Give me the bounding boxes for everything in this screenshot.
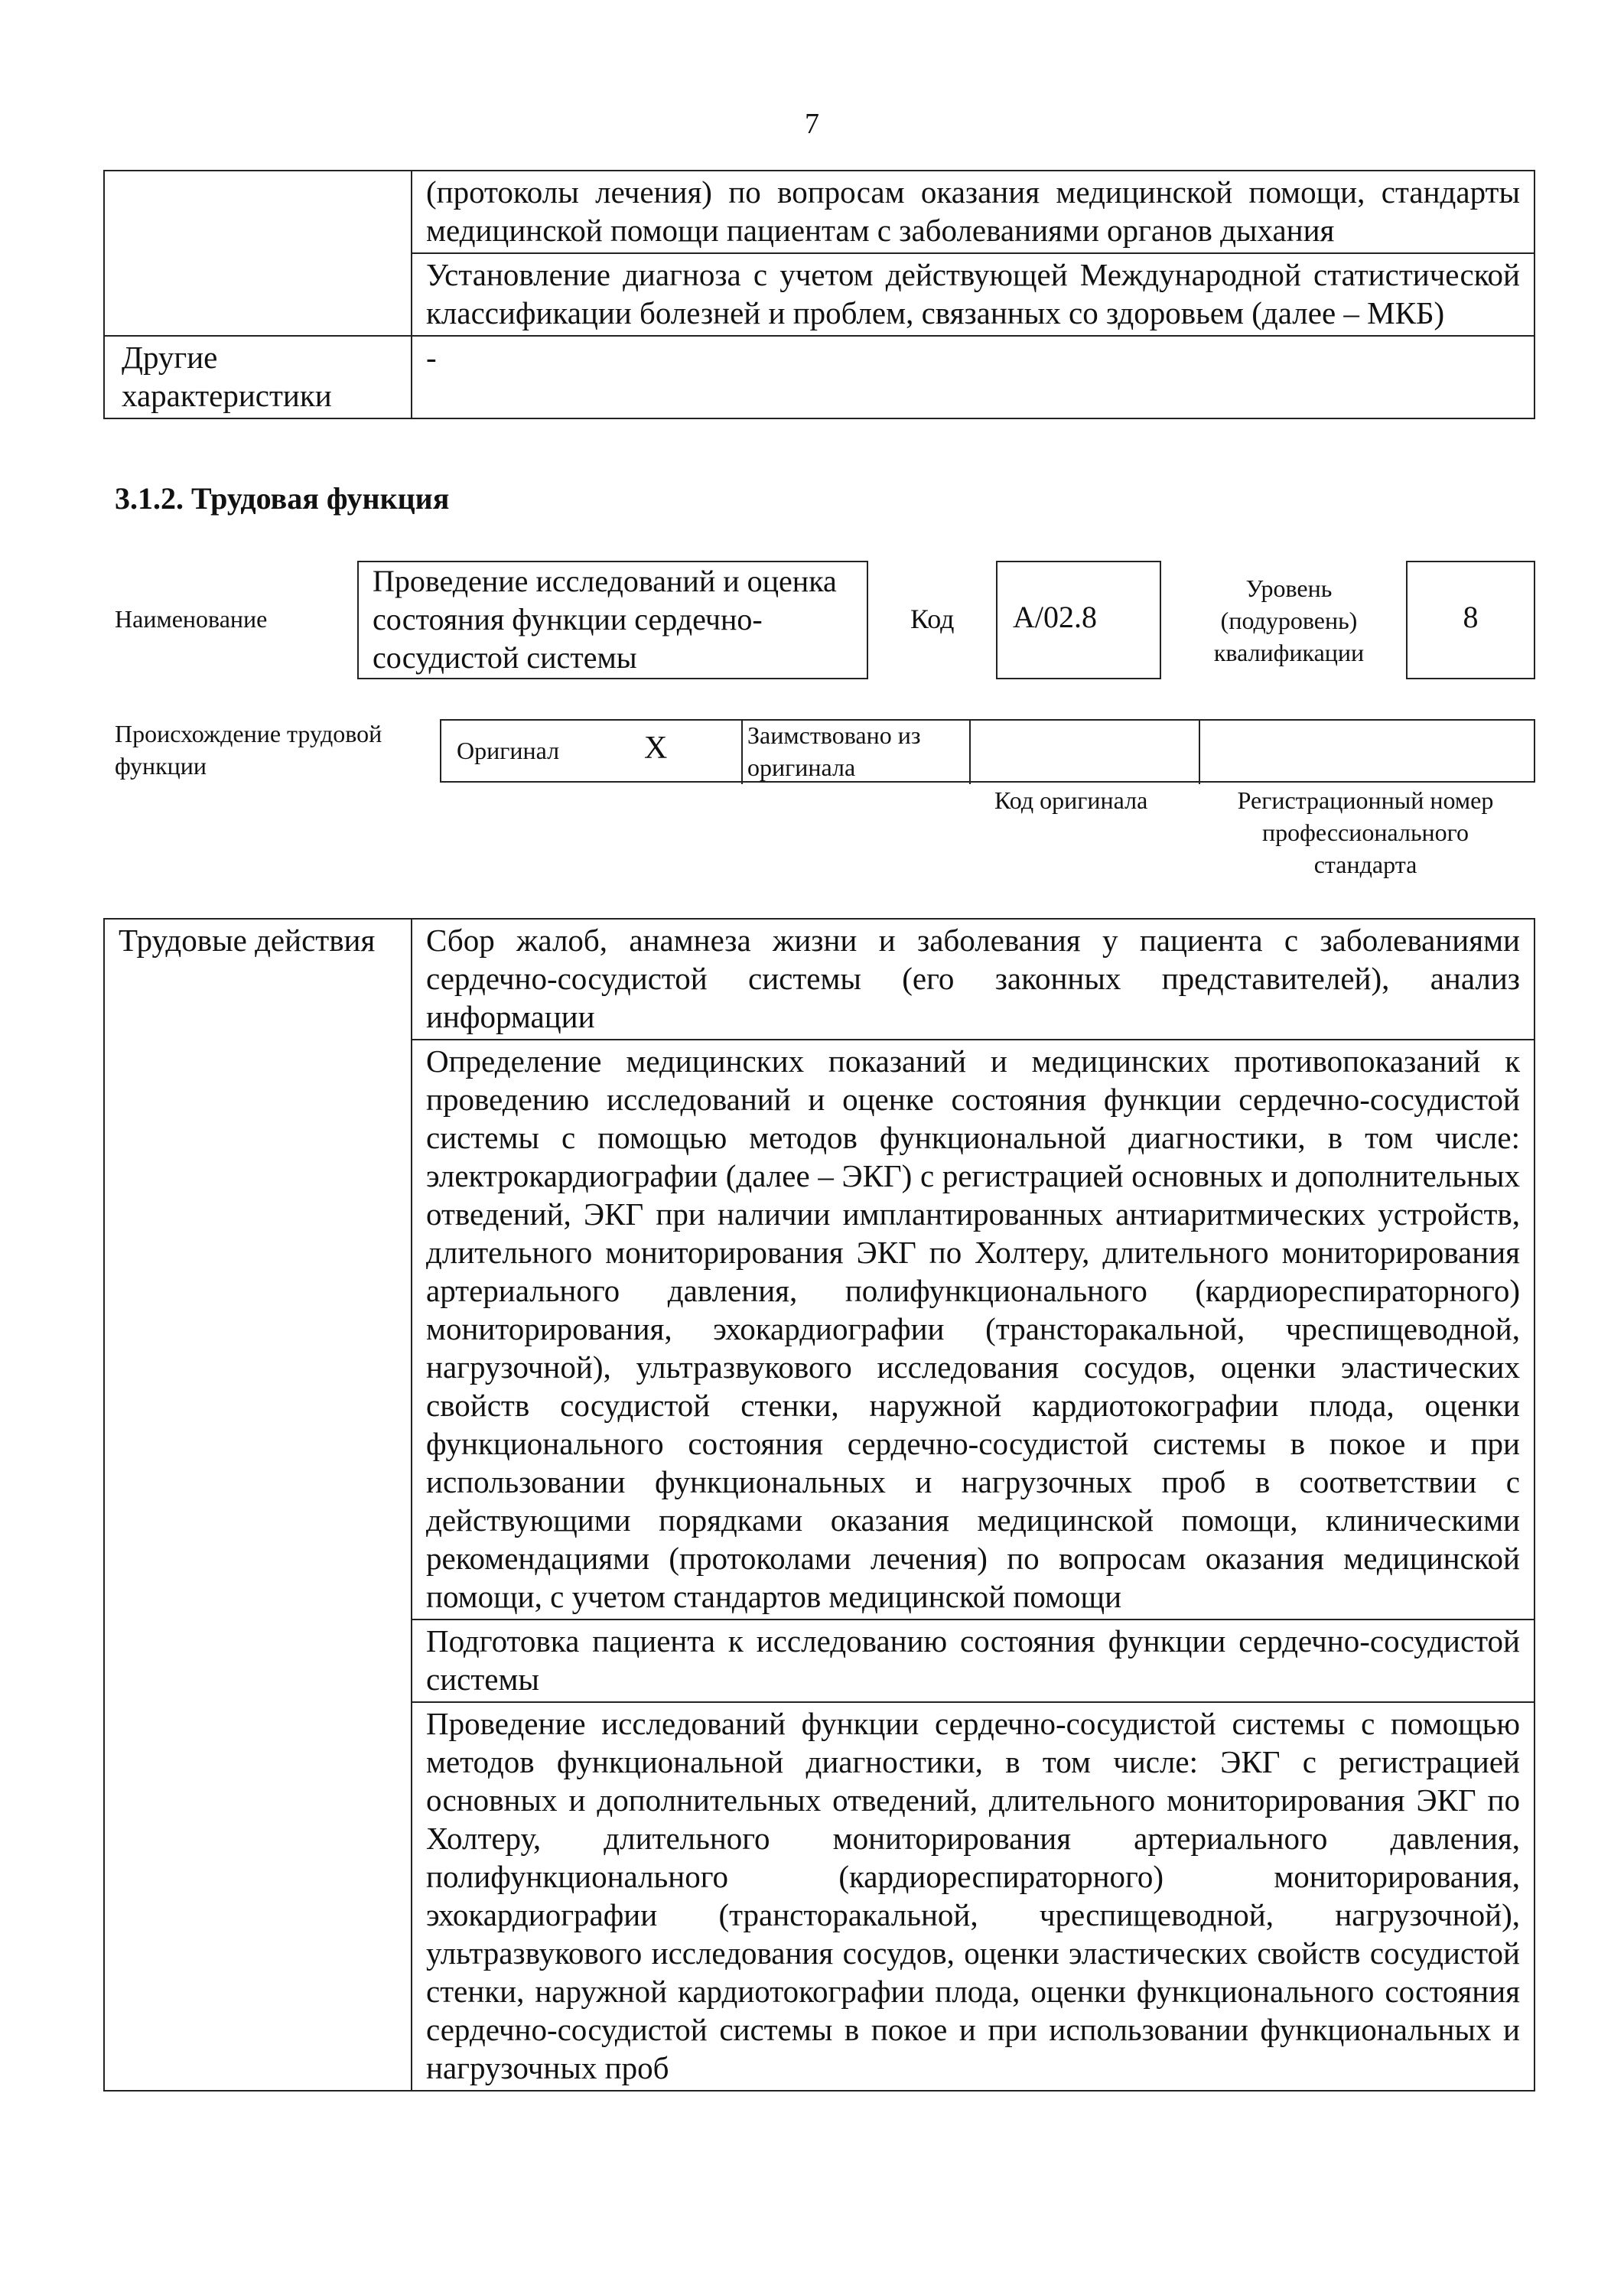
borrowed-label: Заимствовано из оригинала — [747, 721, 921, 781]
original-label: Оригинал — [457, 737, 560, 764]
reg-number-caption: Регистрационный номер профессионального стандарта — [1237, 786, 1494, 878]
table-cell: Подготовка пациента к исследованию состояния функции сердечно-сосудистой системы — [412, 1620, 1535, 1702]
row-label — [104, 171, 412, 336]
code-original-caption: Код оригинала — [994, 786, 1148, 814]
divider — [1199, 721, 1200, 784]
table-cell: Проведение исследований функции сердечно-сосудистой системы с помощью методов функциональной диагностики, в том числе: ЭКГ с регистрацией основных и дополнительных отведений, длительного мониторирования ЭКГ по Холтеру, длительного мониторирования артериального давления, полифункционального (кардиореспираторного) мониторирования, эхокардиографии (трансторакальной, чреспищеводной, нагрузочной), ультразвукового исследования сосудов, оценки эластических свойств сосудистой стенки, наружной кардиотокографии плода, оценки функционального состояния сердечно-сосудистой системы в покое и при использовании функциональных и нагрузочных проб — [412, 1702, 1535, 2091]
table-cell: - — [412, 336, 1535, 418]
labor-actions-table — [103, 918, 1535, 2092]
table-row — [104, 919, 1535, 1040]
origin-table — [440, 719, 1535, 783]
name-label: Наименование — [115, 605, 268, 633]
table-row — [104, 336, 1535, 418]
table-cell: Установление диагноза с учетом действующей Международной статистической классификации болезней и проблем, связанных со здоровьем (далее – МКБ) — [412, 253, 1535, 336]
code-value: A/02.8 — [996, 561, 1161, 679]
level-value: 8 — [1406, 561, 1535, 679]
divider — [741, 721, 743, 784]
divider — [969, 721, 971, 784]
row-label: Трудовые действия — [104, 919, 412, 2091]
origin-label: Происхождение трудовой функции — [115, 720, 382, 780]
name-value: Проведение исследований и оценка состояния функции сердечно-сосудистой системы — [357, 561, 868, 679]
code-label: Код — [910, 604, 955, 634]
continued-table — [103, 170, 1535, 419]
table-cell: (протоколы лечения) по вопросам оказания медицинской помощи, стандарты медицинской помощи пациентам с заболеваниями органов дыхания — [412, 171, 1535, 253]
table-cell: Определение медицинских показаний и медицинских противопоказаний к проведению исследований и оценке состояния функции сердечно-сосудистой системы с помощью методов функциональной диагностики, в том числе: электрокардиографии (далее – ЭКГ) с регистрацией основных и дополнительных отведений, ЭКГ при наличии имплантированных антиаритмических устройств, длительного мониторирования ЭКГ по Холтеру, длительного мониторирования артериального давления, полифункционального (кардиореспираторного) мониторирования, эхокардиографии (трансторакальной, чреспищеводной, нагрузочной), ультразвукового исследования сосудов, оценки эластических свойств сосудистой стенки, наружной кардиотокографии плода, оценки функционального состояния сердечно-сосудистой системы в покое и при использовании функциональных и нагрузочных проб в соответствии с действующими порядками оказания медицинской помощи, клиническими рекомендациями (протоколами лечения) по вопросам оказания медицинской помощи, с учетом стандартов медицинской помощи — [412, 1040, 1535, 1620]
section-heading: 3.1.2. Трудовая функция — [115, 481, 450, 516]
original-mark: X — [644, 731, 668, 766]
level-label: Уровень (подуровень) квалификации — [1213, 575, 1365, 666]
table-cell: Сбор жалоб, анамнеза жизни и заболевания у пациента с заболеваниями сердечно-сосудистой системы (его законных представителей), анализ информации — [412, 919, 1535, 1040]
page-number: 7 — [805, 108, 819, 140]
row-label: Другие характеристики — [104, 336, 412, 418]
table-row — [104, 171, 1535, 253]
